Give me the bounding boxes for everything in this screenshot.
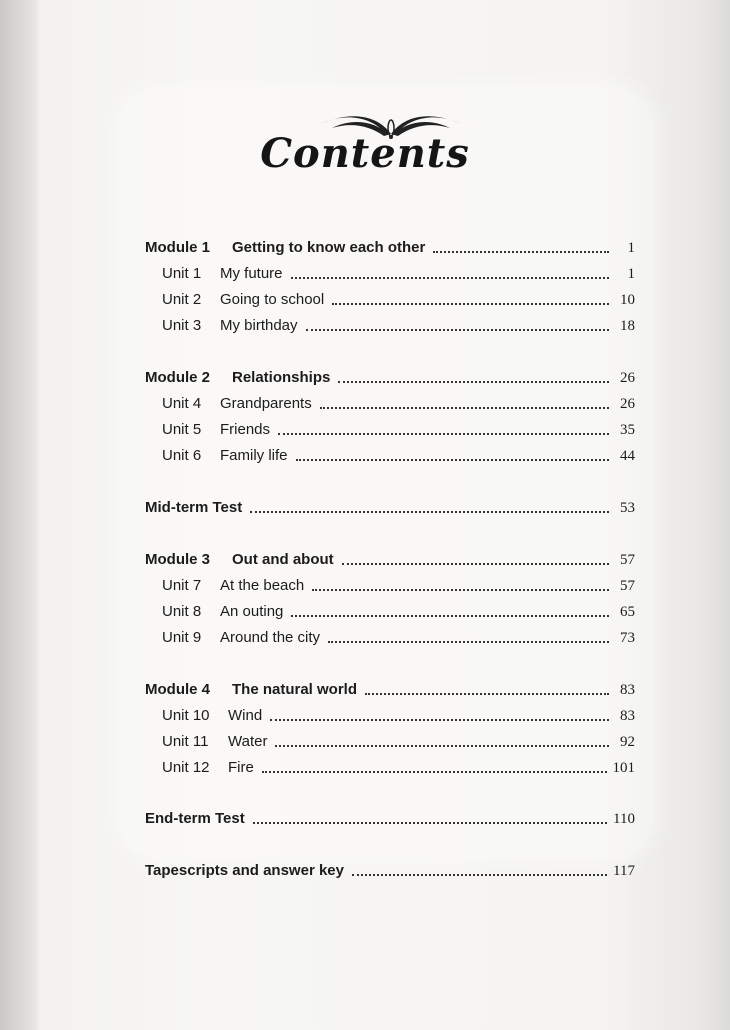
toc-page-number: 1 [627,240,635,256]
toc-entry-label [162,317,298,334]
toc-page-number: 18 [620,318,635,334]
toc-page-number: 117 [613,863,635,879]
toc-entry-label [162,603,283,620]
toc-unit-entry[interactable] [162,421,635,443]
toc-page-number: 65 [620,604,635,620]
toc-section-entry[interactable] [145,551,635,573]
toc-leader-dots [338,381,609,383]
toc-page-number: 10 [620,292,635,308]
toc-unit-entry[interactable] [162,577,635,599]
toc-leader-dots [320,407,609,409]
toc-leader-dots [253,822,607,824]
toc-entry-title: Going to school [220,291,325,308]
toc-entry-title: My birthday [220,317,298,334]
toc-entry-label [162,447,288,464]
toc-unit-entry[interactable] [162,317,635,339]
toc-entry-label [162,629,320,646]
toc-entry-number: Module 3 [145,551,211,568]
toc-leader-dots [433,251,609,253]
toc-entry-title: The natural world [232,681,358,698]
toc-entry-title: Grandparents [220,395,312,412]
toc-section-entry[interactable] [145,369,635,391]
toc-entry-number: Module 2 [145,369,211,386]
toc-unit-entry[interactable] [162,707,635,729]
toc-section-entry[interactable] [145,239,635,261]
toc-entry-label [145,499,242,516]
toc-entry-number: Module 1 [145,239,211,256]
toc-unit-entry[interactable] [162,603,635,625]
toc-entry-title: Out and about [232,551,334,568]
toc-unit-entry[interactable] [162,265,635,287]
toc-entry-title: Getting to know each other [232,239,426,256]
toc-entry-label [145,239,425,256]
toc-leader-dots [278,433,609,435]
toc-entry-title: My future [220,265,283,282]
toc-unit-entry[interactable] [162,733,635,755]
toc-page-number: 110 [613,811,635,827]
toc-leader-dots [342,563,609,565]
toc-leader-dots [328,641,609,643]
toc-entry-label [162,707,262,724]
toc-page-number: 92 [620,734,635,750]
toc-page-number: 1 [627,266,635,282]
toc-entry-number: Unit 6 [162,447,202,464]
toc-section-entry[interactable] [145,810,635,832]
toc-entry-number: Unit 9 [162,629,202,646]
toc-entry-number: Unit 1 [162,265,202,282]
toc-section-entry[interactable] [145,862,635,884]
toc-entry-title: Family life [220,447,288,464]
toc-entry-number: Unit 5 [162,421,202,438]
toc-page-number: 73 [620,630,635,646]
toc-entry-number: Unit 4 [162,395,202,412]
toc-entry-number: Unit 10 [162,707,210,724]
toc-entry-title: Fire [228,759,254,776]
toc-leader-dots [270,719,609,721]
toc-entry-label [145,681,357,698]
toc-entry-title: An outing [220,603,284,620]
toc-entry-number: Module 4 [145,681,211,698]
toc-unit-entry[interactable] [162,447,635,469]
toc-entry-title: Water [228,733,268,750]
toc-entry-title: Friends [220,421,271,438]
toc-leader-dots [296,459,609,461]
toc-entry-label [162,291,324,308]
toc-entry-title: Tapescripts and answer key [145,862,344,879]
toc-unit-entry[interactable] [162,291,635,313]
toc-leader-dots [306,329,609,331]
toc-section-entry[interactable] [145,681,635,703]
toc-entry-label [145,862,344,879]
toc-entry-label [162,733,267,750]
toc-leader-dots [262,771,607,773]
toc-unit-entry[interactable] [162,759,635,781]
toc-entry-title: At the beach [220,577,305,594]
toc-entry-label [162,395,312,412]
toc-entry-number: Unit 11 [162,733,209,750]
toc-page-number: 83 [620,708,635,724]
toc-entry-number: Unit 12 [162,759,210,776]
toc-entry-label [145,369,330,386]
toc-leader-dots [332,303,609,305]
toc-unit-entry[interactable] [162,629,635,651]
toc-entry-label [162,421,270,438]
toc-entry-title: End-term Test [145,810,245,827]
toc-entry-number: Unit 8 [162,603,202,620]
toc-entry-number: Unit 3 [162,317,202,334]
toc-leader-dots [352,874,607,876]
toc-entry-label [145,810,245,827]
toc-entry-title: Mid-term Test [145,499,243,516]
toc-entry-number: Unit 2 [162,291,202,308]
toc-entry-label [162,759,254,776]
toc-leader-dots [250,511,609,513]
toc-page-number: 57 [620,578,635,594]
toc-entry-label [162,265,283,282]
toc-leader-dots [291,615,609,617]
toc-page-number: 57 [620,552,635,568]
toc-page-number: 83 [620,682,635,698]
toc-leader-dots [275,745,609,747]
toc-leader-dots [365,693,609,695]
toc-page-number: 44 [620,448,635,464]
toc-entry-title: Around the city [220,629,321,646]
toc-page-number: 53 [620,500,635,516]
toc-page-number: 26 [620,396,635,412]
toc-leader-dots [291,277,609,279]
toc-page-number: 35 [620,422,635,438]
toc-entry-number: Unit 7 [162,577,202,594]
toc-section-entry[interactable] [145,499,635,521]
toc-leader-dots [312,589,609,591]
toc-page-number: 26 [620,370,635,386]
toc-unit-entry[interactable] [162,395,635,417]
contents-heading: Contents [260,130,470,177]
toc-entry-title: Wind [228,707,263,724]
toc-entry-label [162,577,304,594]
toc-entry-title: Relationships [232,369,331,386]
toc-page-number: 101 [612,760,635,776]
toc-entry-label [145,551,334,568]
